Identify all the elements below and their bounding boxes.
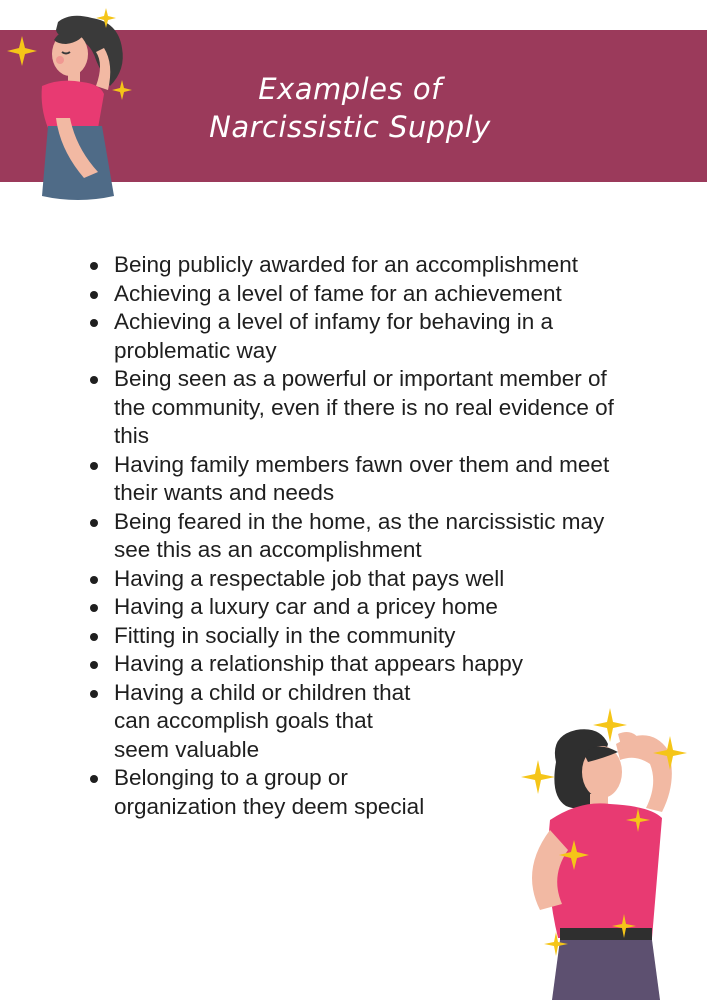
title-line-1: Examples of <box>258 72 442 106</box>
list-item: Being seen as a powerful or important member of the community, even if there is no real evidence of this <box>82 365 642 451</box>
list-item: Having family members fawn over them and meet their wants and needs <box>82 451 642 508</box>
person-looking-illustration <box>500 700 707 1000</box>
list-item: Being publicly awarded for an accomplishment <box>82 251 642 280</box>
list-item: Achieving a level of fame for an achievement <box>82 280 642 309</box>
list-item: Having a respectable job that pays well <box>82 565 642 594</box>
title-line-2: Narcissistic Supply <box>209 110 491 144</box>
list-item: Achieving a level of infamy for behaving in a problematic way <box>82 308 642 365</box>
list-item: Having a relationship that appears happy <box>82 650 642 679</box>
list-item: Belonging to a group or organization they deem special <box>82 764 464 821</box>
list-item: Fitting in socially in the community <box>82 622 642 651</box>
woman-thinking-illustration <box>0 0 150 210</box>
list-item: Being feared in the home, as the narcissistic may see this as an accomplishment <box>82 508 642 565</box>
page-title <box>140 70 560 146</box>
list-item: Having a child or children that can accomplish goals that seem valuable <box>82 679 424 765</box>
list-item: Having a luxury car and a pricey home <box>82 593 642 622</box>
